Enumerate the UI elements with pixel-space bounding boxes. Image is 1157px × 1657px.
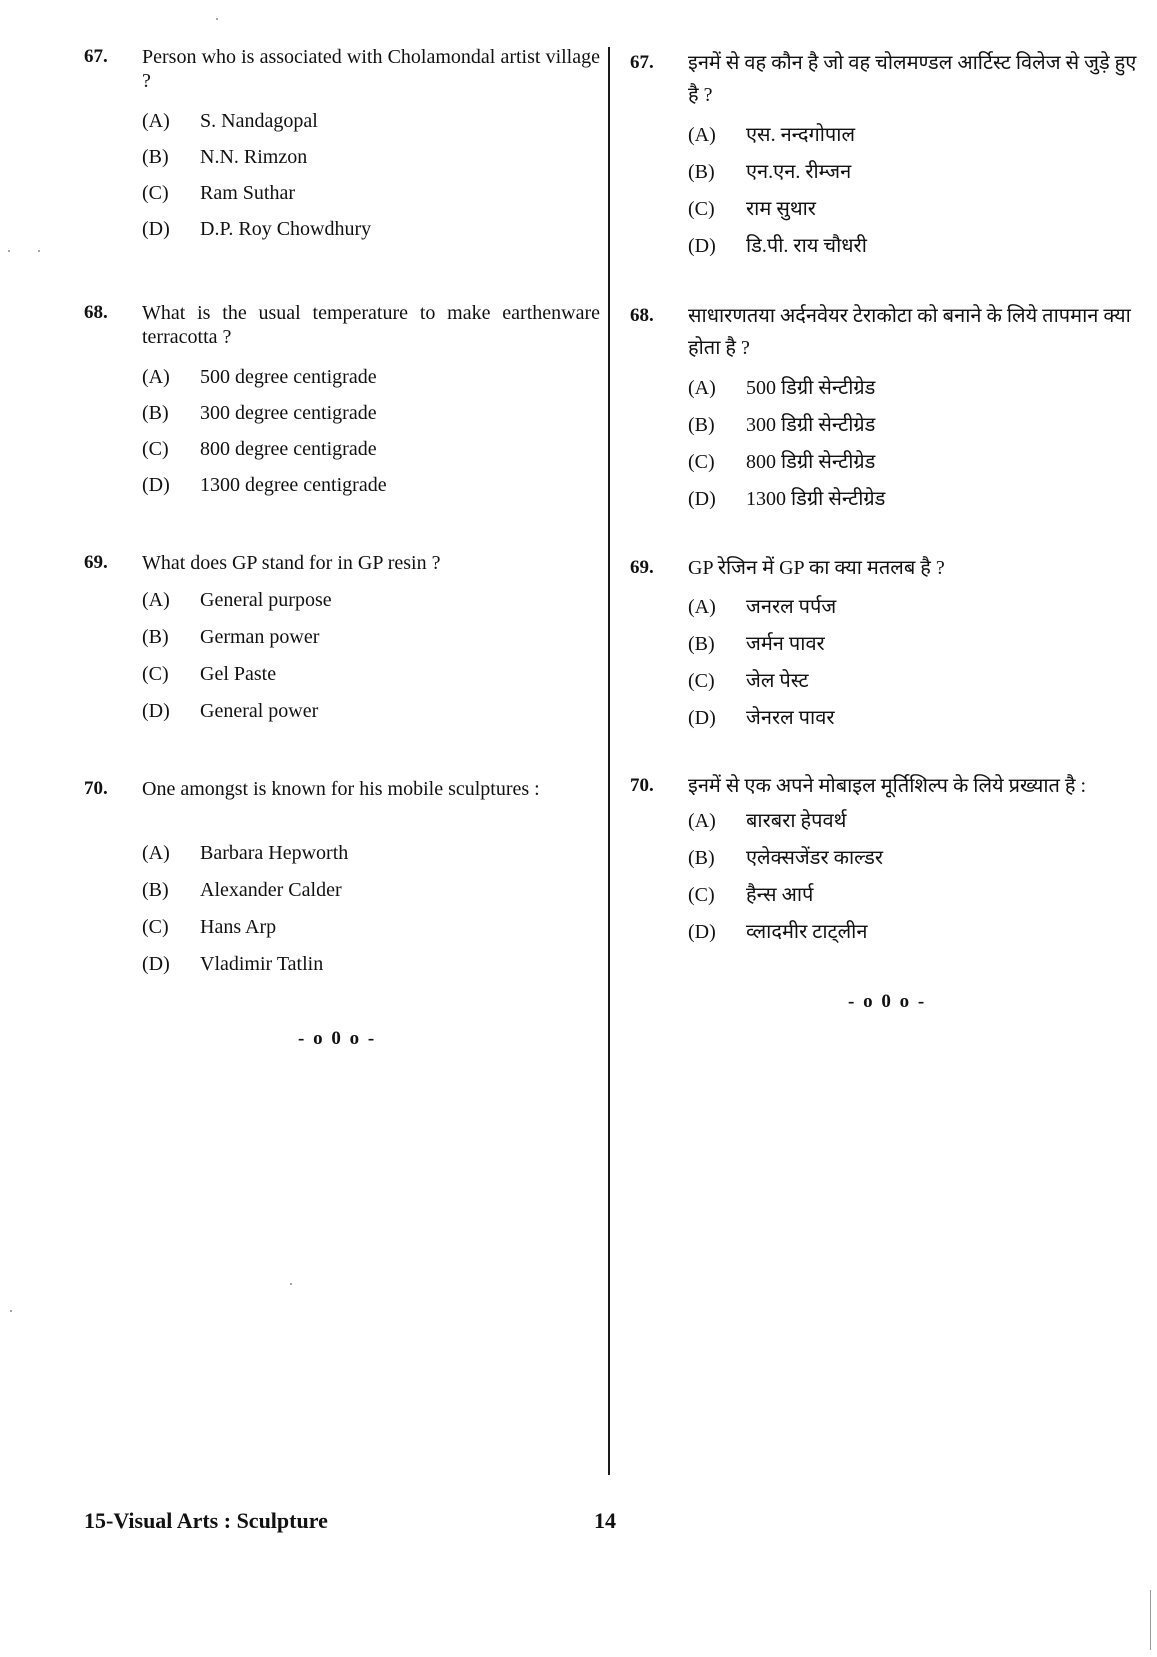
scan-speck bbox=[8, 250, 10, 252]
scan-edge bbox=[1150, 1590, 1151, 1650]
option-text: 300 degree centigrade bbox=[200, 402, 377, 424]
column-divider bbox=[608, 47, 610, 1475]
option-text: डि.पी. राय चौधरी bbox=[746, 235, 867, 257]
question-number: 67. bbox=[630, 52, 654, 73]
option-text: Barbara Hepworth bbox=[200, 842, 349, 864]
question-number: 68. bbox=[84, 302, 108, 323]
question-text: साधारणतया अर्दनवेयर टेराकोटा को बनाने के लिये तापमान क्या होता है ? bbox=[688, 305, 1131, 359]
question-number: 69. bbox=[630, 557, 654, 578]
end-mark: - o 0 o - bbox=[848, 991, 927, 1012]
option-text: D.P. Roy Chowdhury bbox=[200, 218, 372, 240]
option-text: हैन्स आर्प bbox=[746, 884, 814, 906]
option-text: 500 degree centigrade bbox=[200, 366, 377, 388]
option-label: (B) bbox=[688, 414, 715, 436]
option-d bbox=[142, 693, 600, 729]
option-label: (D) bbox=[688, 921, 716, 943]
option-label: (B) bbox=[142, 146, 169, 168]
scan-speck bbox=[38, 250, 40, 252]
option-text: Alexander Calder bbox=[200, 879, 342, 901]
option-text: 800 डिग्री सेन्टीग्रेड bbox=[746, 451, 876, 473]
option-d bbox=[688, 914, 1145, 950]
option-text: German power bbox=[200, 626, 320, 648]
option-b bbox=[142, 395, 600, 431]
option-d bbox=[688, 228, 1145, 264]
option-label: (D) bbox=[688, 488, 716, 510]
option-label: (B) bbox=[142, 879, 169, 901]
option-label: (C) bbox=[142, 663, 169, 685]
page-number: 14 bbox=[594, 1508, 616, 1533]
option-b bbox=[688, 154, 1145, 190]
option-label: (A) bbox=[688, 596, 716, 618]
option-a bbox=[142, 103, 600, 139]
option-b bbox=[688, 840, 1145, 876]
option-b bbox=[688, 626, 1145, 662]
question-text: What does GP stand for in GP resin ? bbox=[142, 552, 441, 574]
option-text: N.N. Rimzon bbox=[200, 146, 308, 168]
option-text: एन.एन. रीम्जन bbox=[746, 161, 852, 183]
option-d bbox=[688, 481, 1145, 517]
option-text: 800 degree centigrade bbox=[200, 438, 377, 460]
option-c bbox=[142, 656, 600, 692]
option-text: राम सुथार bbox=[746, 198, 816, 220]
question-number: 70. bbox=[84, 778, 108, 799]
option-label: (D) bbox=[142, 700, 170, 722]
scan-speck bbox=[10, 1310, 12, 1312]
option-label: (B) bbox=[142, 402, 169, 424]
option-label: (D) bbox=[142, 474, 170, 496]
option-label: (C) bbox=[688, 670, 715, 692]
question-text: What is the usual temperature to make earthenware terracotta ? bbox=[142, 302, 600, 348]
option-c bbox=[142, 175, 600, 211]
question-number: 68. bbox=[630, 305, 654, 326]
option-a bbox=[688, 370, 1145, 406]
option-text: Ram Suthar bbox=[200, 182, 295, 204]
option-label: (C) bbox=[142, 916, 169, 938]
option-label: (A) bbox=[142, 589, 170, 611]
question-text: इनमें से वह कौन है जो वह चोलमण्डल आर्टिस्ट विलेज से जुड़े हुए है ? bbox=[688, 52, 1137, 106]
option-text: 300 डिग्री सेन्टीग्रेड bbox=[746, 414, 876, 436]
option-label: (C) bbox=[142, 182, 169, 204]
option-text: 500 डिग्री सेन्टीग्रेड bbox=[746, 377, 876, 399]
option-c bbox=[688, 191, 1145, 227]
option-text: व्लादमीर टाट्लीन bbox=[746, 921, 868, 943]
option-label: (C) bbox=[688, 198, 715, 220]
option-b bbox=[142, 872, 600, 908]
option-a bbox=[142, 835, 600, 871]
option-a bbox=[688, 803, 1145, 839]
question-number: 70. bbox=[630, 775, 654, 796]
option-d bbox=[142, 467, 600, 503]
option-label: (A) bbox=[688, 124, 716, 146]
question-text: इनमें से एक अपने मोबाइल मूर्तिशिल्प के लिये प्रख्यात है : bbox=[688, 775, 1087, 797]
option-label: (A) bbox=[688, 810, 716, 832]
scan-speck bbox=[290, 1283, 292, 1285]
question-text: GP रेजिन में GP का क्या मतलब है ? bbox=[688, 557, 945, 579]
option-text: जर्मन पावर bbox=[746, 633, 825, 655]
option-label: (C) bbox=[142, 438, 169, 460]
option-label: (B) bbox=[688, 161, 715, 183]
option-text: S. Nandagopal bbox=[200, 110, 318, 132]
end-mark: - o 0 o - bbox=[298, 1028, 377, 1049]
option-text: जेनरल पावर bbox=[746, 707, 835, 729]
option-a bbox=[142, 359, 600, 395]
option-a bbox=[688, 589, 1145, 625]
option-text: Hans Arp bbox=[200, 916, 277, 938]
option-a bbox=[142, 582, 600, 618]
option-label: (D) bbox=[688, 235, 716, 257]
option-d bbox=[142, 211, 600, 247]
option-text: 1300 डिग्री सेन्टीग्रेड bbox=[746, 488, 886, 510]
option-label: (A) bbox=[142, 366, 170, 388]
option-label: (D) bbox=[688, 707, 716, 729]
option-label: (A) bbox=[688, 377, 716, 399]
option-label: (D) bbox=[142, 218, 170, 240]
option-text: बारबरा हेपवर्थ bbox=[746, 810, 847, 832]
scan-speck bbox=[216, 18, 218, 20]
option-text: जेल पेस्ट bbox=[746, 670, 809, 692]
option-text: Vladimir Tatlin bbox=[200, 953, 324, 975]
question-text: Person who is associated with Cholamondal artist village ? bbox=[142, 46, 600, 92]
question-text: One amongst is known for his mobile sculptures : bbox=[142, 778, 540, 800]
option-c bbox=[688, 663, 1145, 699]
option-d bbox=[142, 946, 600, 982]
option-text: General purpose bbox=[200, 589, 332, 611]
option-b bbox=[688, 407, 1145, 443]
option-label: (C) bbox=[688, 884, 715, 906]
option-c bbox=[688, 877, 1145, 913]
question-number: 67. bbox=[84, 46, 108, 67]
option-label: (C) bbox=[688, 451, 715, 473]
option-text: एलेक्सजेंडर काल्डर bbox=[746, 847, 884, 869]
option-text: General power bbox=[200, 700, 319, 722]
option-b bbox=[142, 139, 600, 175]
option-c bbox=[142, 431, 600, 467]
option-text: 1300 degree centigrade bbox=[200, 474, 387, 496]
option-text: Gel Paste bbox=[200, 663, 277, 685]
option-b bbox=[142, 619, 600, 655]
footer-subject: 15-Visual Arts : Sculpture bbox=[84, 1508, 328, 1533]
option-c bbox=[688, 444, 1145, 480]
option-label: (A) bbox=[142, 110, 170, 132]
option-label: (A) bbox=[142, 842, 170, 864]
option-d bbox=[688, 700, 1145, 736]
option-label: (B) bbox=[688, 847, 715, 869]
option-a bbox=[688, 117, 1145, 153]
option-c bbox=[142, 909, 600, 945]
question-number: 69. bbox=[84, 552, 108, 573]
option-label: (B) bbox=[688, 633, 715, 655]
option-text: जनरल पर्पज bbox=[746, 596, 837, 618]
option-text: एस. नन्दगोपाल bbox=[746, 124, 856, 146]
option-label: (B) bbox=[142, 626, 169, 648]
option-label: (D) bbox=[142, 953, 170, 975]
